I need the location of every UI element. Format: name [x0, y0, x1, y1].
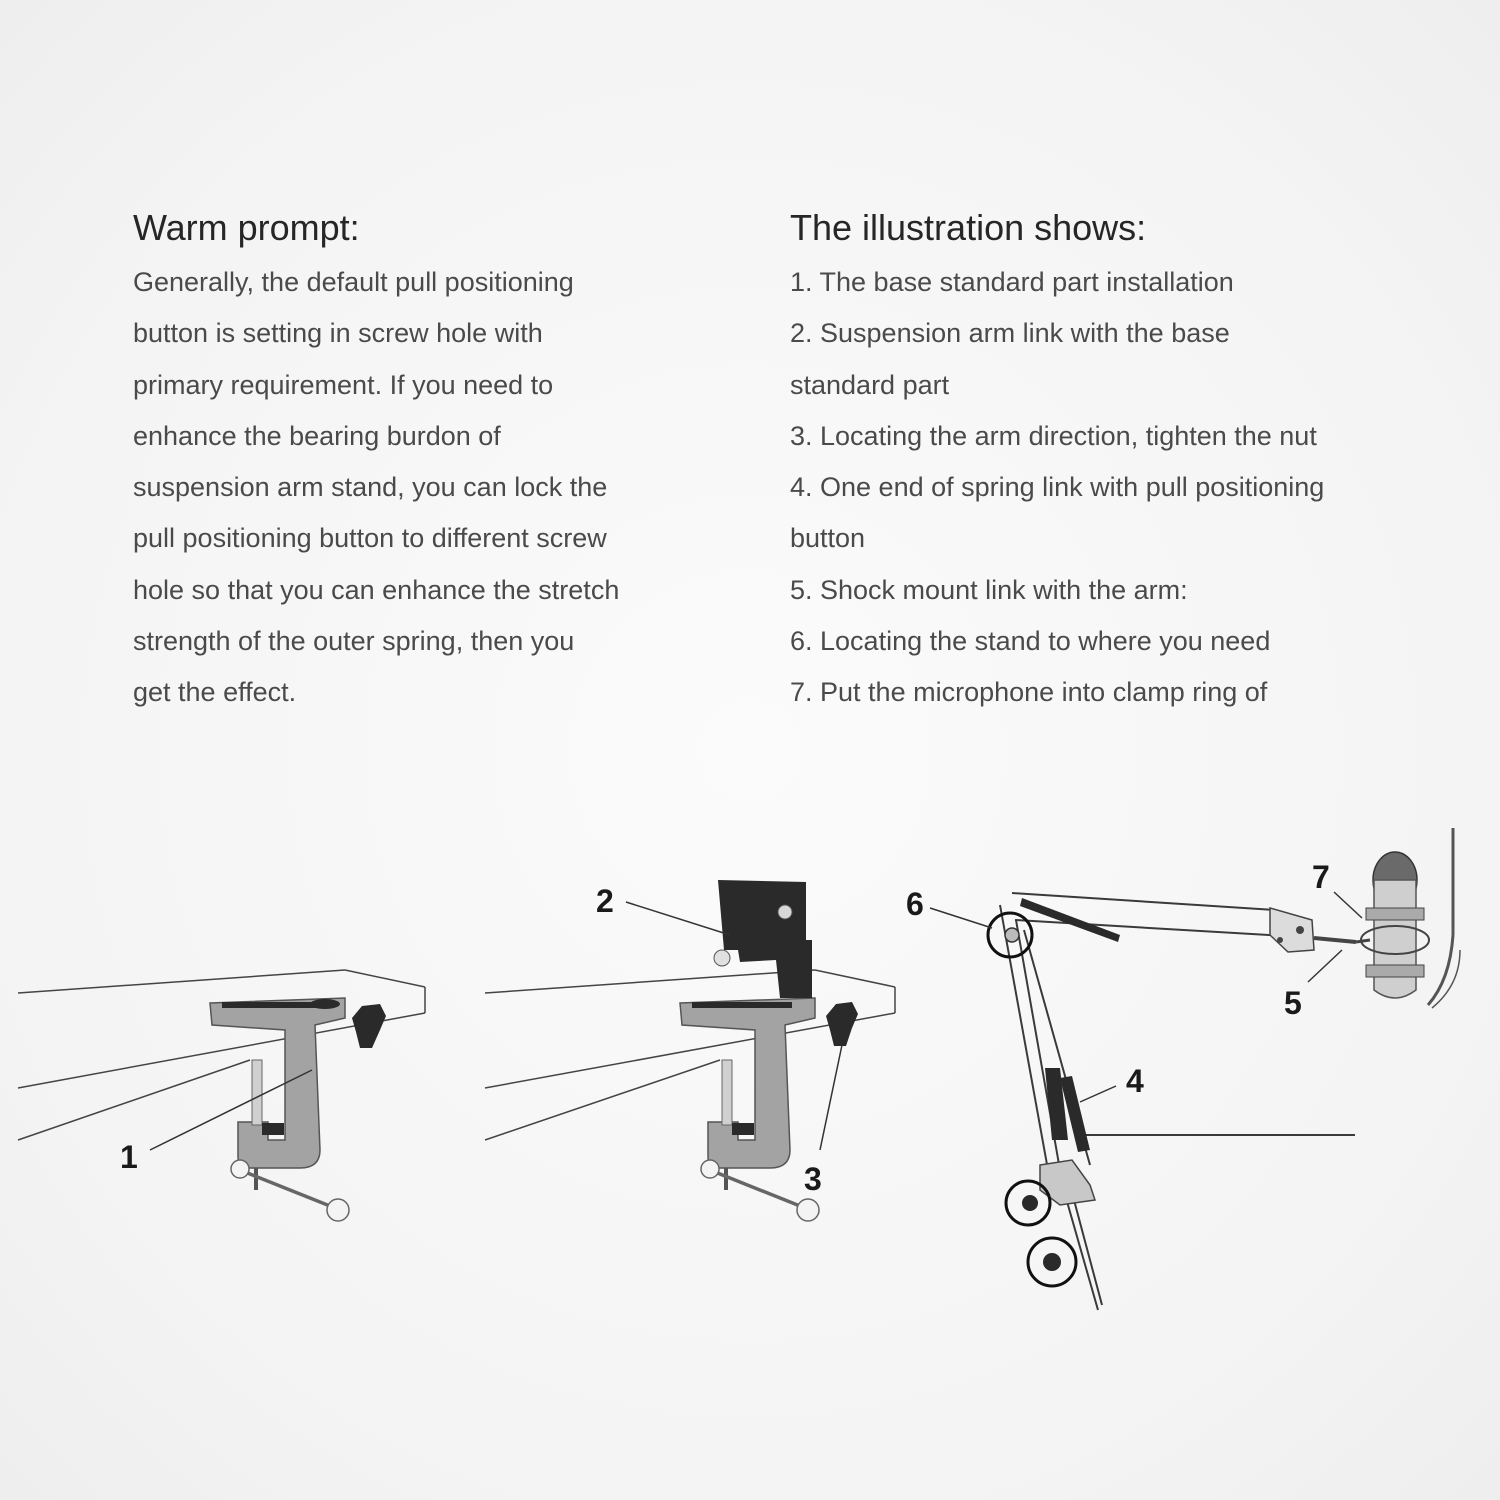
- callout-2: 2: [596, 883, 614, 919]
- callout-leader-5: [1308, 950, 1342, 982]
- warm-prompt-line: button is setting in screw hole with: [133, 318, 543, 349]
- step-line: 7. Put the microphone into clamp ring of: [790, 677, 1268, 708]
- figure-2-arm-base: [485, 880, 895, 1221]
- illustration-title: The illustration shows:: [790, 207, 1147, 248]
- step-line: 5. Shock mount link with the arm:: [790, 574, 1188, 605]
- warm-prompt-line: strength of the outer spring, then you: [133, 626, 575, 657]
- warm-prompt-line: hole so that you can enhance the stretch: [133, 574, 620, 605]
- figure-1-clamp: [18, 970, 425, 1221]
- step-line: button: [790, 523, 866, 554]
- warm-prompt-line: pull positioning button to different screw: [133, 523, 607, 554]
- callout-3: 3: [804, 1161, 822, 1197]
- table-top-2: [485, 970, 895, 1140]
- callout-7: 7: [1312, 859, 1330, 895]
- callout-6: 6: [906, 886, 924, 922]
- callout-leader-4: [1080, 1086, 1116, 1102]
- arm-hinge-top: [1270, 908, 1356, 952]
- callout-1: 1: [120, 1139, 138, 1175]
- microphone: [1356, 852, 1429, 998]
- step-line: 1. The base standard part installation: [790, 267, 1234, 297]
- arm-mount-bracket: [714, 880, 812, 998]
- callout-leader-3: [820, 1045, 842, 1150]
- step-line: 4. One end of spring link with pull positioning: [790, 472, 1325, 503]
- callout-4: 4: [1126, 1063, 1144, 1099]
- clamp-body-1: [210, 998, 386, 1221]
- warm-prompt-line: primary requirement. If you need to: [133, 369, 554, 400]
- step-line: 6. Locating the stand to where you need: [790, 626, 1271, 657]
- figure-3-suspension-arm: [906, 828, 1460, 1310]
- callout-5: 5: [1284, 985, 1302, 1021]
- callout-leader-2: [626, 902, 730, 935]
- microphone-cable: [1428, 828, 1460, 1008]
- warm-prompt-line: get the effect.: [133, 677, 297, 708]
- callout-leader-6: [930, 908, 992, 928]
- step-line: 2. Suspension arm link with the base: [790, 318, 1230, 349]
- warm-prompt-line: enhance the bearing burdon of: [133, 420, 501, 451]
- step-line: 3. Locating the arm direction, tighten the nut: [790, 420, 1317, 451]
- step-line: standard part: [790, 369, 950, 400]
- warm-prompt-title: Warm prompt:: [133, 207, 360, 248]
- clamp-body-2: [680, 998, 858, 1221]
- warm-prompt-line: Generally, the default pull positioning: [133, 267, 574, 297]
- callout-leader-7: [1334, 892, 1362, 918]
- warm-prompt-line: suspension arm stand, you can lock the: [133, 472, 608, 503]
